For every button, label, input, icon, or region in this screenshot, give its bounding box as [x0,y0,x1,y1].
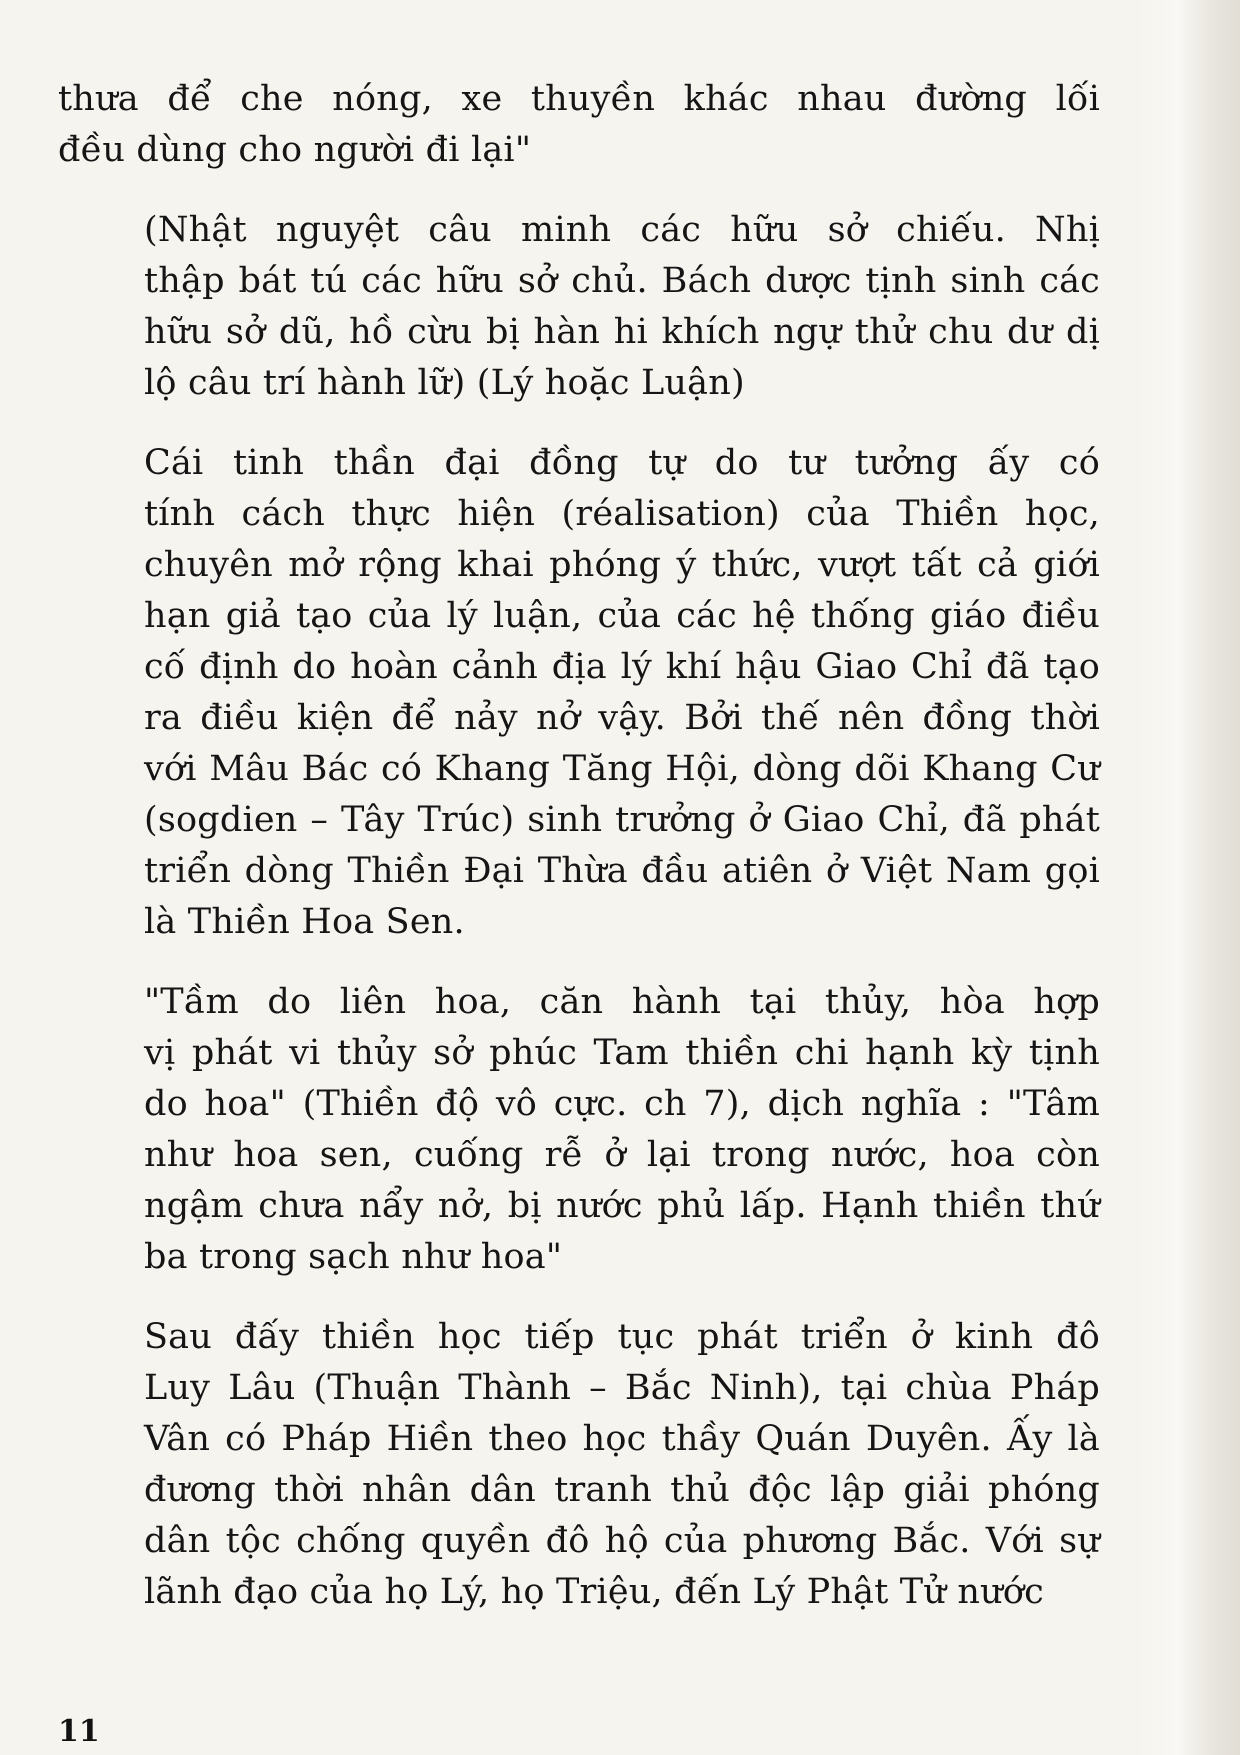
paragraph-line: ba trong sạch như hoa" [144,1237,563,1277]
paragraph-line: lộ câu trí hành lữ) (Lý hoặc Luận) [144,363,745,403]
paragraph-line: đương thời nhân dân tranh thủ độc lập giải phóng [144,1470,1100,1510]
paragraph-line: hạn giả tạo của lý luận, của các hệ thống giáo điều [144,596,1100,636]
paragraph-line: ra điều kiện để nảy nở vậy. Bởi thế nên đồng thời [144,698,1100,738]
paragraph-line: cố định do hoàn cảnh địa lý khí hậu Giao Chỉ đã tạo [144,647,1100,687]
paragraph-3 [58,438,1100,948]
paragraph-line: hữu sở dũ, hồ cừu bị hàn hi khích ngự thử chu dư dị [144,312,1100,352]
paragraph-line: lãnh đạo của họ Lý, họ Triệu, đến Lý Phật Tử nước [144,1572,1044,1612]
paragraph-line: là Thiền Hoa Sen. [144,902,465,942]
paragraph-1 [58,74,1100,176]
paragraph-line: do hoa" (Thiền độ vô cực. ch 7), dịch nghĩa : "Tâm [144,1084,1100,1124]
page-number: 11 [58,1714,100,1749]
paragraph-line: tính cách thực hiện (réalisation) của Thiền học, [144,494,1100,534]
paragraph-line: dân tộc chống quyền đô hộ của phương Bắc. Với sự [144,1521,1100,1561]
page-edge-shadow [1182,0,1240,1755]
paragraph-line: như hoa sen, cuống rễ ở lại trong nước, hoa còn [144,1135,1100,1175]
paragraph-line: thập bát tú các hữu sở chủ. Bách dược tịnh sinh các [144,261,1100,301]
paragraph-line: Luy Lâu (Thuận Thành – Bắc Ninh), tại chùa Pháp [144,1368,1100,1408]
paragraph-2 [58,205,1100,409]
paragraph-5 [58,1312,1100,1618]
paragraph-line: chuyên mở rộng khai phóng ý thức, vượt tất cả giới [144,545,1100,585]
paragraph-line: đều dùng cho người đi lại" [58,130,532,170]
paragraph-line: Cái tinh thần đại đồng tự do tư tưởng ấy có [144,443,1100,483]
paragraph-line: Sau đấy thiền học tiếp tục phát triển ở kinh đô [144,1317,1100,1357]
paragraph-line: (Nhật nguyệt câu minh các hữu sở chiếu. Nhị [144,210,1100,250]
paragraph-line: với Mâu Bác có Khang Tăng Hội, dòng dõi Khang Cư [144,749,1100,789]
paragraph-4 [58,977,1100,1283]
paragraph-line: thưa để che nóng, xe thuyền khác nhau đường lối [58,79,1100,119]
paragraph-line: vị phát vi thủy sở phúc Tam thiền chi hạnh kỳ tịnh [144,1033,1100,1073]
paragraph-line: ngậm chưa nẩy nở, bị nước phủ lấp. Hạnh thiền thứ [144,1186,1100,1226]
paragraph-line: triển dòng Thiền Đại Thừa đầu atiên ở Việt Nam gọi [144,851,1100,891]
paragraph-line: "Tầm do liên hoa, căn hành tại thủy, hòa hợp [144,982,1100,1022]
document-content [58,74,1100,1618]
paragraph-line: Vân có Pháp Hiền theo học thầy Quán Duyên. Ấy là [144,1419,1100,1459]
paragraph-line: (sogdien – Tây Trúc) sinh trưởng ở Giao Chỉ, đã phát [144,800,1100,840]
